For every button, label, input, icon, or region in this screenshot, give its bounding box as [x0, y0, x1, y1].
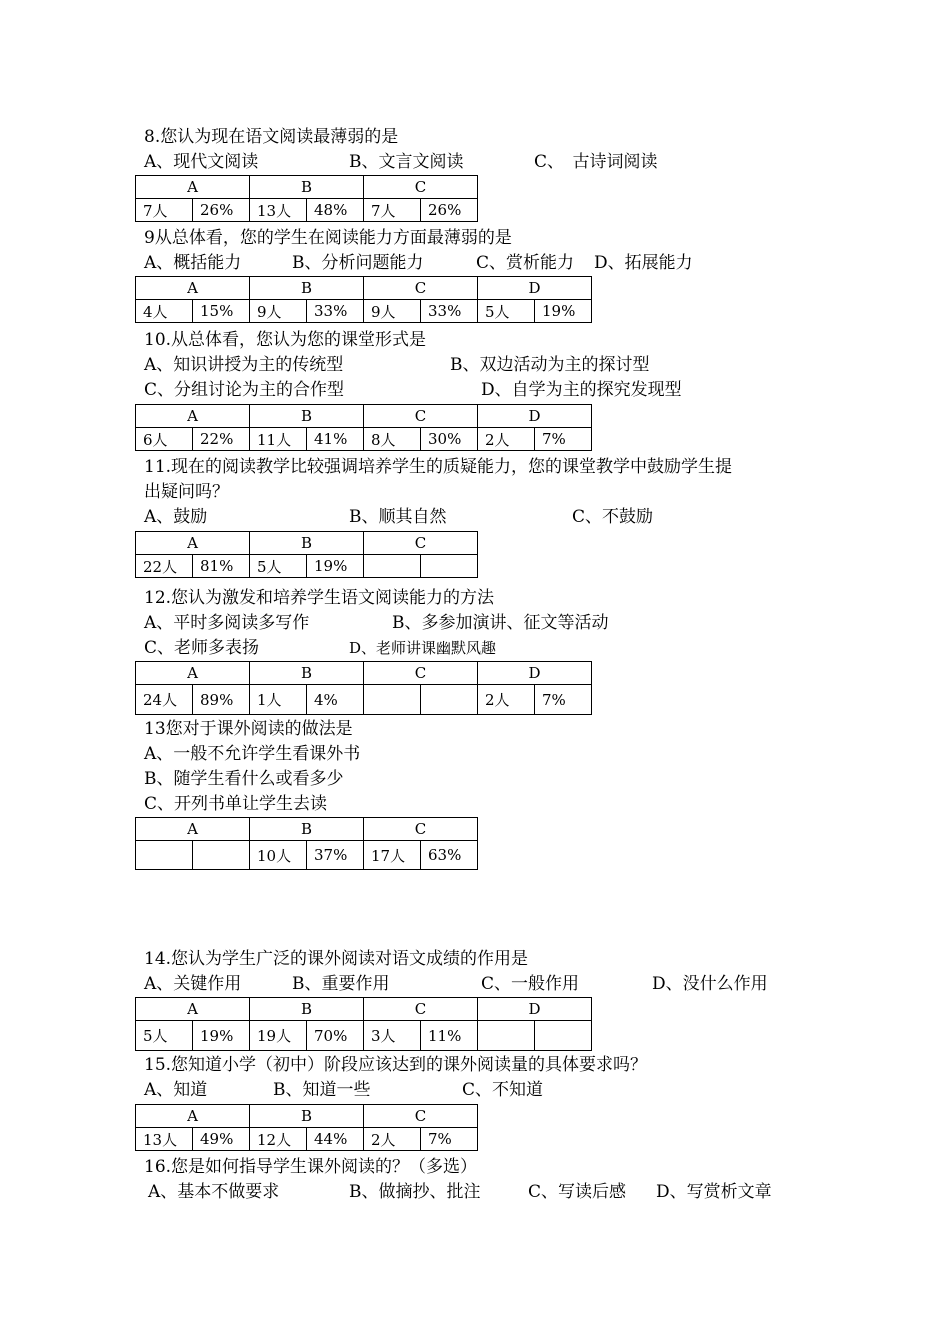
q8-result-table: [135, 175, 478, 222]
q14-option-a: A、关键作用: [144, 974, 242, 994]
table-cell: 49%: [193, 1128, 250, 1151]
table-cell: 26%: [193, 199, 250, 222]
q11-option-b: B、顺其自然: [349, 507, 447, 527]
table-header: A: [136, 662, 250, 685]
table-cell: 7%: [421, 1128, 478, 1151]
q8-option-c: C、 古诗词阅读: [534, 152, 658, 172]
table-cell: 13人: [136, 1128, 193, 1151]
table-cell: [478, 1021, 535, 1051]
table-cell: [421, 685, 478, 715]
table-cell: 3人: [364, 1021, 421, 1051]
table-header: A: [136, 532, 250, 555]
table-header: D: [478, 662, 592, 685]
table-cell: 6人: [136, 428, 193, 451]
table-header: D: [478, 277, 592, 300]
table-header: C: [364, 405, 478, 428]
q13-option-b: B、随学生看什么或看多少: [144, 769, 344, 789]
q10-options-row1: [144, 354, 844, 376]
q9-option-c: C、赏析能力: [476, 253, 575, 273]
table-cell: 22%: [193, 428, 250, 451]
q12-options-row2: [144, 637, 844, 659]
table-cell: 63%: [421, 841, 478, 870]
q10-option-a: A、知识讲授为主的传统型: [144, 355, 344, 375]
q12-option-c: C、老师多表扬: [144, 638, 260, 658]
table-header: A: [136, 818, 250, 841]
q16-option-a: A、基本不做要求: [148, 1182, 280, 1202]
table-cell: 22人: [136, 555, 193, 578]
q11-result-table: [135, 531, 478, 578]
q14-option-b: B、重要作用: [292, 974, 390, 994]
table-header: B: [250, 818, 364, 841]
table-row: [136, 555, 478, 578]
table-header: C: [364, 998, 478, 1021]
table-cell: 5人: [250, 555, 307, 578]
table-row: [136, 1128, 478, 1151]
q12-option-a: A、平时多阅读多写作: [144, 613, 310, 633]
table-cell: [364, 555, 421, 578]
table-cell: [193, 841, 250, 870]
table-cell: 44%: [307, 1128, 364, 1151]
table-cell: 37%: [307, 841, 364, 870]
table-cell: 19%: [535, 300, 592, 323]
q14-question: 14.您认为学生广泛的课外阅读对语文成绩的作用是: [144, 949, 529, 969]
table-cell: 41%: [307, 428, 364, 451]
q14-options: [144, 973, 844, 995]
table-header: A: [136, 1105, 250, 1128]
table-header: B: [250, 1105, 364, 1128]
table-cell: 7%: [535, 685, 592, 715]
q15-result-table: [135, 1104, 478, 1151]
q14-option-d: D、没什么作用: [652, 974, 768, 994]
table-cell: 2人: [478, 428, 535, 451]
q8-options: [144, 151, 844, 173]
q8-option-b: B、文言文阅读: [349, 152, 464, 172]
q13-question: 13您对于课外阅读的做法是: [144, 719, 353, 739]
table-cell: 2人: [478, 685, 535, 715]
table-header: C: [364, 532, 478, 555]
q16-question: 16.您是如何指导学生课外阅读的？（多选）: [144, 1157, 478, 1177]
q9-question: 9从总体看，您的学生在阅读能力方面最薄弱的是: [144, 228, 512, 248]
table-cell: 19人: [250, 1021, 307, 1051]
table-cell: 13人: [250, 199, 307, 222]
q12-option-b: B、多参加演讲、征文等活动: [392, 613, 609, 633]
q10-options-row2: [144, 379, 844, 401]
table-cell: 33%: [421, 300, 478, 323]
q15-option-a: A、知道: [144, 1080, 208, 1100]
table-cell: 8人: [364, 428, 421, 451]
q12-question: 12.您认为激发和培养学生语文阅读能力的方法: [144, 588, 495, 608]
table-row: [136, 199, 478, 222]
table-cell: 48%: [307, 199, 364, 222]
table-cell: 89%: [193, 685, 250, 715]
table-cell: 7人: [136, 199, 193, 222]
table-row: [136, 428, 592, 451]
table-cell: 33%: [307, 300, 364, 323]
table-cell: 15%: [193, 300, 250, 323]
table-cell: 1人: [250, 685, 307, 715]
table-header: C: [364, 818, 478, 841]
q11-options: [144, 506, 844, 528]
table-cell: 11人: [250, 428, 307, 451]
table-cell: 12人: [250, 1128, 307, 1151]
table-cell: 9人: [250, 300, 307, 323]
table-header: A: [136, 998, 250, 1021]
q14-option-c: C、一般作用: [481, 974, 580, 994]
q9-option-d: D、拓展能力: [594, 253, 693, 273]
table-cell: 26%: [421, 199, 478, 222]
table-header: B: [250, 998, 364, 1021]
q12-option-d: D、老师讲课幽默风趣: [349, 639, 497, 657]
table-cell: 30%: [421, 428, 478, 451]
table-header: C: [364, 277, 478, 300]
table-header: D: [478, 405, 592, 428]
table-cell: 11%: [421, 1021, 478, 1051]
table-row: [136, 300, 592, 323]
table-header: A: [136, 176, 250, 199]
q11-option-c: C、不鼓励: [572, 507, 654, 527]
q15-options: [144, 1079, 844, 1101]
table-cell: 24人: [136, 685, 193, 715]
table-cell: 9人: [364, 300, 421, 323]
q15-question: 15.您知道小学（初中）阶段应该达到的课外阅读量的具体要求吗？: [144, 1055, 648, 1075]
table-header: A: [136, 277, 250, 300]
table-header: B: [250, 532, 364, 555]
q8-option-a: A、现代文阅读: [144, 152, 259, 172]
table-cell: 5人: [478, 300, 535, 323]
q16-option-b: B、做摘抄、批注: [349, 1182, 481, 1202]
table-row: [136, 685, 592, 715]
table-cell: 17人: [364, 841, 421, 870]
table-cell: 81%: [193, 555, 250, 578]
table-cell: 5人: [136, 1021, 193, 1051]
table-header: C: [364, 662, 478, 685]
table-header: D: [478, 998, 592, 1021]
q13-option-a: A、一般不允许学生看课外书: [144, 744, 361, 764]
table-header: B: [250, 176, 364, 199]
q12-result-table: [135, 661, 592, 715]
table-cell: [136, 841, 193, 870]
table-row: [136, 841, 478, 870]
table-cell: 7%: [535, 428, 592, 451]
q11-option-a: A、鼓励: [144, 507, 208, 527]
q9-result-table: [135, 276, 592, 323]
q9-options: [144, 252, 844, 274]
q14-result-table: [135, 997, 592, 1051]
table-header: B: [250, 277, 364, 300]
q15-option-c: C、不知道: [462, 1080, 544, 1100]
table-cell: [364, 685, 421, 715]
q16-options: [148, 1181, 848, 1203]
q13-option-c: C、开列书单让学生去读: [144, 794, 328, 814]
table-cell: [535, 1021, 592, 1051]
q10-question: 10.从总体看，您认为您的课堂形式是: [144, 330, 427, 350]
q16-option-d: D、写赏析文章: [656, 1182, 772, 1202]
table-cell: 19%: [193, 1021, 250, 1051]
table-cell: 4%: [307, 685, 364, 715]
table-row: [136, 1021, 592, 1051]
table-header: B: [250, 662, 364, 685]
table-cell: 19%: [307, 555, 364, 578]
table-header: C: [364, 1105, 478, 1128]
q15-option-b: B、知道一些: [273, 1080, 371, 1100]
q10-option-b: B、双边活动为主的探讨型: [450, 355, 650, 375]
q13-result-table: [135, 817, 478, 870]
table-cell: 2人: [364, 1128, 421, 1151]
q11-question-line2: 出疑问吗？: [144, 482, 229, 502]
q10-result-table: [135, 404, 592, 451]
table-cell: 10人: [250, 841, 307, 870]
table-cell: 7人: [364, 199, 421, 222]
table-header: A: [136, 405, 250, 428]
table-cell: [421, 555, 478, 578]
q10-option-c: C、分组讨论为主的合作型: [144, 380, 345, 400]
q16-option-c: C、写读后感: [528, 1182, 627, 1202]
table-cell: 70%: [307, 1021, 364, 1051]
q9-option-b: B、分析问题能力: [292, 253, 424, 273]
q12-options-row1: [144, 612, 844, 634]
table-header: C: [364, 176, 478, 199]
q9-option-a: A、概括能力: [144, 253, 242, 273]
q10-option-d: D、自学为主的探究发现型: [481, 380, 682, 400]
table-cell: 4人: [136, 300, 193, 323]
q8-question: 8.您认为现在语文阅读最薄弱的是: [144, 127, 399, 147]
q11-question-line1: 11.现在的阅读教学比较强调培养学生的质疑能力，您的课堂教学中鼓励学生提: [144, 457, 733, 477]
table-header: B: [250, 405, 364, 428]
